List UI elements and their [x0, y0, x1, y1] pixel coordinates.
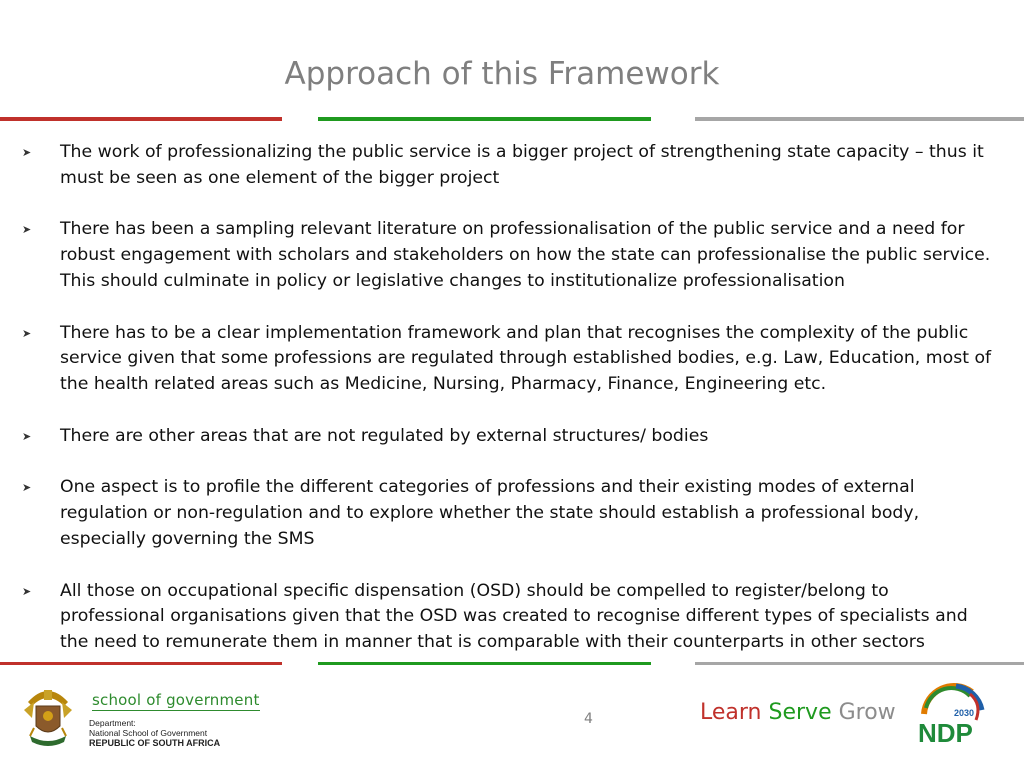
tagline: [700, 700, 896, 725]
department-block: [89, 718, 220, 748]
ndp-year: 2030: [954, 708, 975, 718]
arrowhead-bullet-icon: ➤: [22, 481, 32, 495]
bullet-item: [22, 217, 997, 294]
bullet-item: [22, 140, 997, 192]
header-rule-green: [318, 117, 651, 121]
arrowhead-bullet-icon: ➤: [22, 429, 32, 443]
ndp-2030-logo-icon: [912, 680, 992, 750]
page-number: 4: [584, 711, 593, 727]
bullet-item: [22, 424, 997, 450]
ndp-text: NDP: [918, 718, 973, 748]
arrowhead-bullet-icon: ➤: [22, 584, 32, 598]
bullet-item: [22, 321, 997, 398]
tagline-learn: Learn: [700, 700, 762, 725]
bullet-text: There has been a sampling relevant literature on professionalisation of the public service and a need for robust engagement with scholars and stakeholders on how the state can professionalise the public service. This should culminate in policy or legislative changes to institutionalize professionalisation: [60, 219, 991, 291]
bullet-text: One aspect is to profile the different categories of professions and their existing modes of external regulation or non-regulation and to explore whether the state should establish a professional body, especially governing the SMS: [60, 477, 920, 549]
header-rule-grey: [695, 117, 1024, 121]
coat-of-arms-icon: [20, 680, 76, 752]
arrowhead-bullet-icon: ➤: [22, 326, 32, 340]
bullet-item: [22, 475, 997, 552]
bullet-text: There are other areas that are not regulated by external structures/ bodies: [60, 425, 709, 446]
bullet-text: All those on occupational specific dispensation (OSD) should be compelled to register/belong to professional organisations given that the OSD was created to recognise different types of specialists and the need to remunerate them in manner that is comparable with their counterparts in other sectors: [60, 580, 968, 653]
tagline-serve: Serve: [768, 700, 832, 725]
bullet-item: [22, 579, 997, 656]
bullet-list: [22, 140, 997, 682]
arrowhead-bullet-icon: ➤: [22, 223, 32, 237]
arrowhead-bullet-icon: ➤: [22, 146, 32, 159]
bullet-text: The work of professionalizing the public service is a bigger project of strengthening state capacity – thus it must be seen as one element of the bigger project: [60, 142, 984, 188]
tagline-grow: Grow: [838, 700, 896, 725]
bullet-text: There has to be a clear implementation framework and plan that recognises the complexity of the public service given that some professions are regulated through established bodies, e.g. Law, Education, most of the health related areas such as Medicine, Nursing, Pharmacy, Finance, Engineering etc.: [60, 322, 992, 395]
school-line: National School of Government: [89, 728, 208, 738]
header-rule-red: [0, 117, 282, 121]
country-name: REPUBLIC OF SOUTH AFRICA: [89, 738, 221, 748]
slide-title: Approach of this Framework: [284, 56, 720, 92]
school-of-government-name: school of government: [92, 691, 260, 709]
department-label: Department:: [89, 718, 136, 728]
